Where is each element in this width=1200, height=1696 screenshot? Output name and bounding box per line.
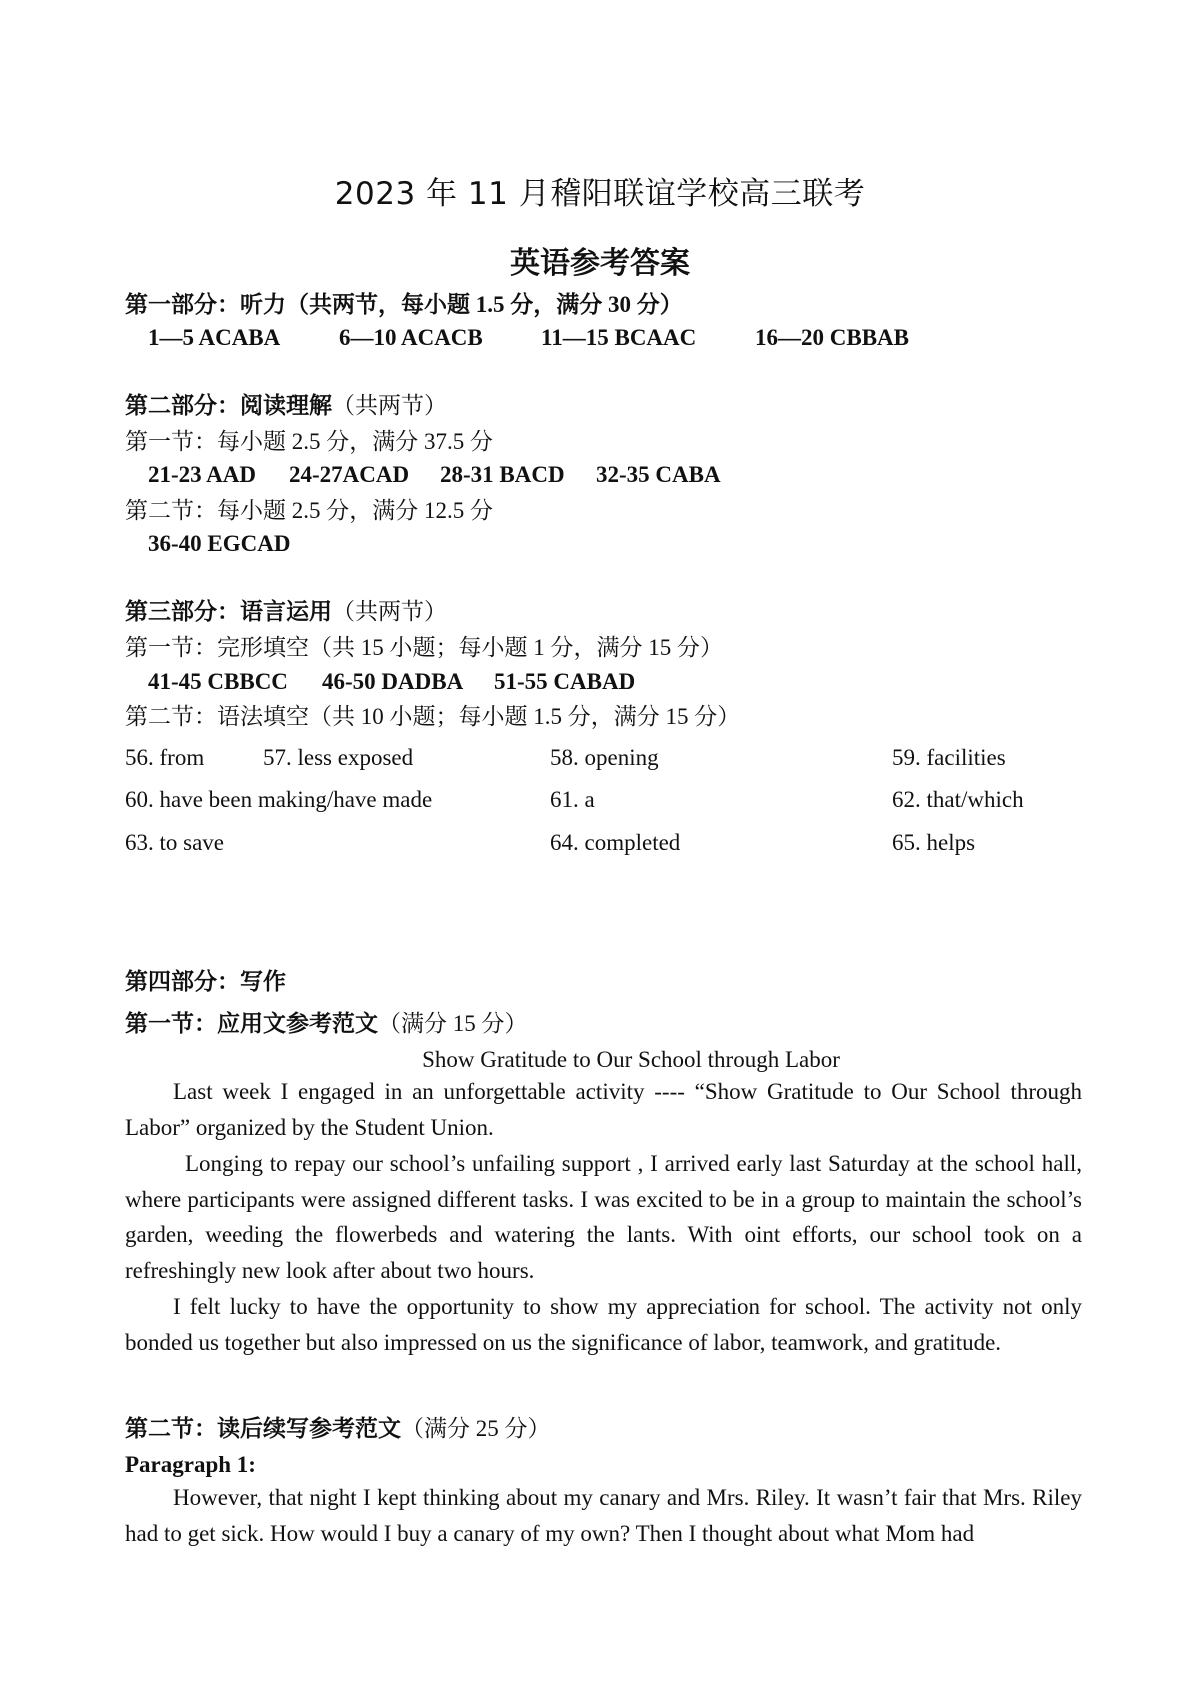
document-title: 2023 年 11 月稽阳联谊学校高三联考 xyxy=(334,176,866,212)
grammar-answer: 64. completed xyxy=(550,830,681,855)
part1-answer: 11—15 BCAAC xyxy=(541,325,697,350)
part3-section2-label: 第二节：语法填空（共 10 小题；每小题 1.5 分，满分 15 分） xyxy=(125,704,741,729)
part2-heading-rest: （共两节） xyxy=(332,393,447,418)
part2-section1-label: 第一节：每小题 2.5 分，满分 37.5 分 xyxy=(125,429,493,454)
part4-section2-bold: 第二节：读后续写参考范文 xyxy=(125,1416,401,1441)
essay-paragraph: I felt lucky to have the opportunity to show my appreciation for school. The activity not only bonded us together but also impressed on us the significance of labor, teamwork, and gratitude. xyxy=(125,1294,1082,1355)
essay-title: Show Gratitude to Our School through Labor xyxy=(422,1047,840,1072)
part2-answer: 21-23 AAD xyxy=(148,462,256,487)
part3-section1-label: 第一节：完形填空（共 15 小题；每小题 1 分，满分 15 分） xyxy=(125,635,723,660)
part3-answer: 51-55 CABAD xyxy=(494,669,636,694)
part2-heading-bold: 第二部分：阅读理解 xyxy=(125,393,332,418)
part1-answer: 1—5 ACABA xyxy=(148,325,281,350)
continuation-paragraph: However, that night I kept thinking about my canary and Mrs. Riley. It wasn’t fair that Mrs. Riley had to get sick. How would I buy a canary of my own? Then I thought about what Mom had xyxy=(125,1485,1082,1546)
grammar-answer: 60. have been making/have made xyxy=(125,787,433,812)
part2-heading xyxy=(125,392,447,420)
part2-answer: 24-27ACAD xyxy=(289,462,410,487)
part4-heading: 第四部分：写作 xyxy=(125,969,286,994)
part1-heading: 第一部分：听力（共两节，每小题 1.5 分，满分 30 分） xyxy=(125,292,683,317)
grammar-answer: 57. less exposed xyxy=(263,745,414,770)
part4-section1-rest: （满分 15 分） xyxy=(378,1011,528,1036)
grammar-answer: 58. opening xyxy=(550,745,659,770)
document-subtitle: 英语参考答案 xyxy=(510,246,690,281)
grammar-answer: 62. that/which xyxy=(892,787,1024,812)
part3-heading-rest: （共两节） xyxy=(332,599,447,624)
part3-heading-bold: 第三部分：语言运用 xyxy=(125,599,332,624)
essay-paragraph: Longing to repay our school’s unfailing support , I arrived early last Saturday at the school hall, where participants were assigned different tasks. I was excited to be in a group to maintain the school’s garden, weeding the flowerbeds and watering the lants. With oint efforts, our school took on a refreshingly new look after about two hours. xyxy=(125,1151,1082,1283)
part2-section2-label: 第二节：每小题 2.5 分，满分 12.5 分 xyxy=(125,498,493,523)
grammar-answer: 65. helps xyxy=(892,830,976,855)
part2-answer: 36-40 EGCAD xyxy=(148,531,291,556)
grammar-answer: 63. to save xyxy=(125,830,225,855)
paragraph1-label: Paragraph 1: xyxy=(125,1452,256,1477)
part3-answer: 41-45 CBBCC xyxy=(148,669,288,694)
grammar-answer: 56. from xyxy=(125,745,205,770)
part2-answer: 32-35 CABA xyxy=(596,462,721,487)
part3-heading xyxy=(125,598,447,626)
part4-section1-heading xyxy=(125,1010,528,1038)
grammar-answer: 61. a xyxy=(550,787,595,812)
grammar-answer: 59. facilities xyxy=(892,745,1006,770)
part2-answer: 28-31 BACD xyxy=(440,462,565,487)
part1-answer: 16—20 CBBAB xyxy=(755,325,909,350)
part4-section2-heading xyxy=(125,1415,551,1443)
part4-section1-bold: 第一节：应用文参考范文 xyxy=(125,1011,378,1036)
essay-paragraph: Last week I engaged in an unforgettable activity ---- “Show Gratitude to Our School through Labor” organized by the Student Union. xyxy=(125,1079,1082,1140)
part3-answer: 46-50 DADBA xyxy=(322,669,464,694)
part4-section2-rest: （满分 25 分） xyxy=(401,1416,551,1441)
part1-answer: 6—10 ACACB xyxy=(339,325,483,350)
